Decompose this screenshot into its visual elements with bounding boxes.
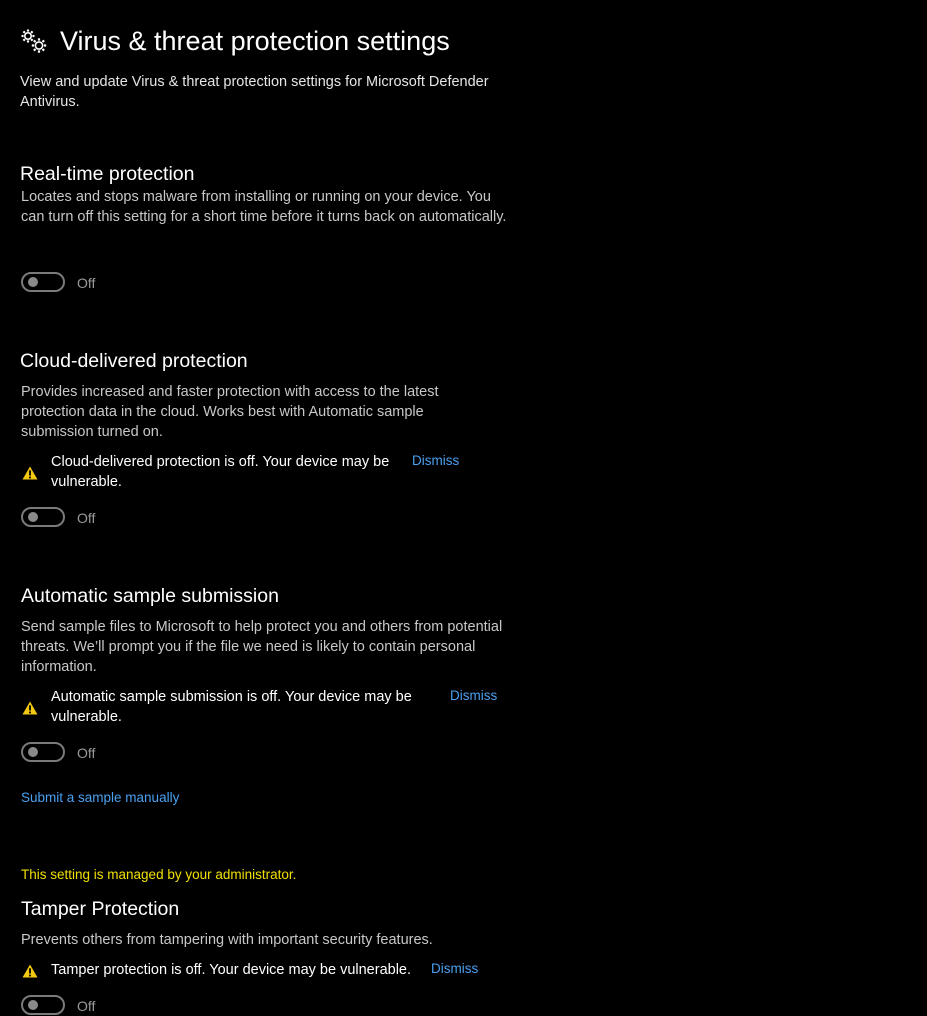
cloud-warning-text: Cloud-delivered protection is off. Your device may be vulnerable. bbox=[51, 454, 390, 490]
toggle-knob bbox=[28, 512, 38, 522]
realtime-toggle-label: Off bbox=[77, 275, 96, 291]
warning-icon bbox=[22, 466, 38, 480]
cloud-description: Provides increased and faster protection with access to the latest protection data in the cloud. Works best with Automatic sample submission turned on. bbox=[21, 384, 439, 440]
toggle-knob bbox=[28, 277, 38, 287]
page-description: View and update Virus & threat protection settings for Microsoft Defender Antivirus. bbox=[20, 74, 489, 110]
sample-warning-text: Automatic sample submission is off. Your device may be vulnerable. bbox=[51, 689, 412, 725]
tamper-description: Prevents others from tampering with important security features. bbox=[21, 932, 433, 948]
tamper-title: Tamper Protection bbox=[21, 898, 180, 920]
cloud-title: Cloud-delivered protection bbox=[20, 350, 248, 372]
tamper-toggle-label: Off bbox=[77, 998, 96, 1014]
tamper-warning-text: Tamper protection is off. Your device may be vulnerable. bbox=[51, 962, 412, 978]
sample-dismiss-link[interactable]: Dismiss bbox=[450, 688, 498, 703]
tamper-toggle[interactable] bbox=[21, 995, 65, 1015]
sample-toggle[interactable] bbox=[21, 742, 65, 762]
realtime-title: Real-time protection bbox=[20, 163, 195, 185]
sample-toggle-label: Off bbox=[77, 745, 96, 761]
cloud-dismiss-link[interactable]: Dismiss bbox=[412, 453, 460, 468]
cloud-toggle[interactable] bbox=[21, 507, 65, 527]
page-title: Virus & threat protection settings bbox=[60, 26, 450, 56]
tamper-dismiss-link[interactable]: Dismiss bbox=[431, 961, 479, 976]
warning-icon bbox=[22, 701, 38, 715]
sample-title: Automatic sample submission bbox=[21, 585, 279, 607]
admin-managed-note: This setting is managed by your administrator. bbox=[21, 867, 297, 882]
toggle-knob bbox=[28, 1000, 38, 1010]
cloud-toggle-label: Off bbox=[77, 510, 96, 526]
toggle-knob bbox=[28, 747, 38, 757]
realtime-description: Locates and stops malware from installing or running on your device. You can turn off this setting for a short time before it turns back on automatically. bbox=[21, 189, 507, 225]
gears-icon bbox=[20, 28, 48, 54]
realtime-toggle[interactable] bbox=[21, 272, 65, 292]
sample-description: Send sample files to Microsoft to help protect you and others from potential threats. We’ll prompt you if the file we need is likely to contain personal information. bbox=[21, 619, 503, 675]
warning-icon bbox=[22, 964, 38, 978]
submit-sample-manually-link[interactable]: Submit a sample manually bbox=[21, 790, 180, 805]
